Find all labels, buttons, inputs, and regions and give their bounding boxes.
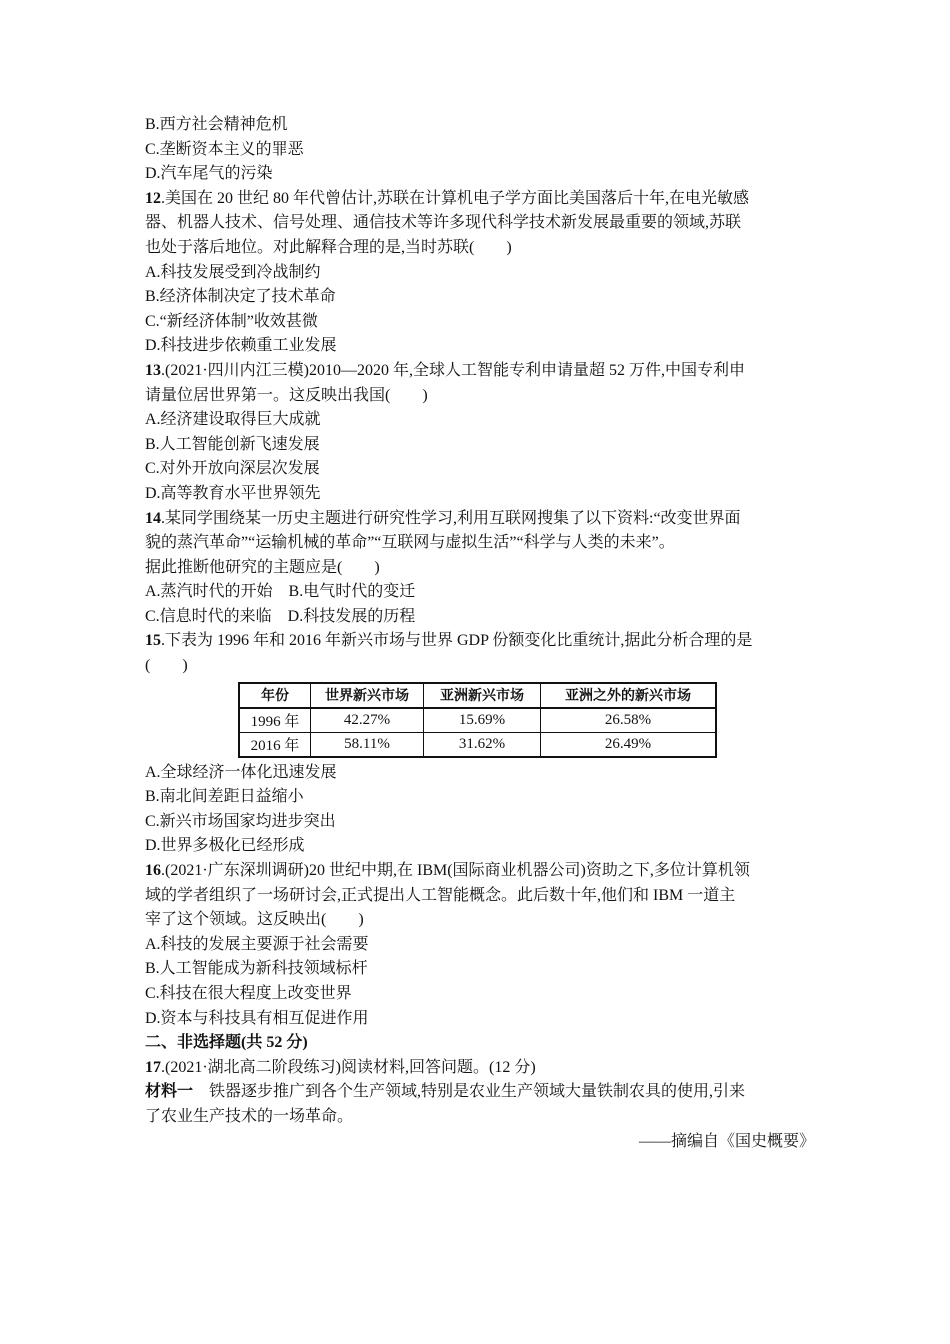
q13-stem-line2: 请量位居世界第一。这反映出我国( ): [145, 386, 428, 404]
q17-text-line1: .(2021·湖北高二阶段练习)阅读材料,回答问题。(12 分): [161, 1058, 536, 1076]
q16-option-c: C.科技在很大程度上改变世界: [145, 985, 352, 1002]
q15-option-c: C.新兴市场国家均进步突出: [145, 812, 336, 830]
q14-stem-line3: 据此推断他研究的主题应是( ): [145, 558, 380, 576]
q15-option-a: A.全球经济一体化迅速发展: [145, 763, 337, 781]
q16-option-b: B.人工智能成为新科技领域标杆: [145, 960, 368, 978]
table-cell: 58.11%: [311, 732, 424, 757]
q16-text-line1: .(2021·广东深圳调研)20 世纪中期,在 IBM(国际商业机器公司)资助之下,多位计算机领: [161, 862, 750, 880]
q17-source: ——摘编自《国史概要》: [638, 1132, 815, 1150]
q17-stem-line1: [145, 1056, 815, 1081]
table-header-row: [239, 683, 716, 708]
material1-text-line1: 铁器逐步推广到各个生产领域,特别是农业生产领域大量铁制农具的使用,引来: [193, 1083, 746, 1101]
q13-option-b: B.人工智能创新飞速发展: [145, 435, 320, 453]
q14-stem-line2: 貌的蒸汽革命”“运输机械的革命”“互联网与虚拟生活”“科学与人类的未来”。: [145, 534, 675, 552]
q13-option-d: D.高等教育水平世界领先: [145, 484, 321, 502]
table-cell: 42.27%: [311, 708, 424, 733]
q13-number: 13: [145, 361, 161, 379]
table-header-asia: 亚洲新兴市场: [424, 683, 541, 708]
table-header-year: 年份: [239, 683, 311, 708]
q12-number: 12: [145, 189, 161, 207]
table-cell: 26.58%: [541, 708, 717, 733]
q16-stem-line1: [145, 859, 815, 884]
q16-number: 16: [145, 862, 161, 880]
table-cell: 26.49%: [541, 732, 717, 757]
q12-stem-line2: 器、机器人技术、信号处理、通信技术等许多现代科学技术新发展最重要的领域,苏联: [145, 214, 742, 232]
q13-option-c: C.对外开放向深层次发展: [145, 460, 320, 478]
q14-options-cd: C.信息时代的来临 D.科技发展的历程: [145, 607, 416, 625]
table-cell: 15.69%: [424, 708, 541, 733]
q16-option-d: D.资本与科技具有相互促进作用: [145, 1009, 369, 1027]
q12-text-line1: .美国在 20 世纪 80 年代曾估计,苏联在计算机电子学方面比美国落后十年,在电光敏感: [161, 189, 750, 207]
q16-option-a: A.科技的发展主要源于社会需要: [145, 935, 369, 953]
q15-stem-line1: [145, 629, 815, 654]
table-row: [239, 732, 716, 757]
q12-option-a: A.科技发展受到冷战制约: [145, 263, 321, 281]
q14-options-ab: A.蒸汽时代的开始 B.电气时代的变迁: [145, 583, 416, 601]
q11-option-b: B.西方社会精神危机: [145, 116, 288, 133]
q12-option-c: C.“新经济体制”收效甚微: [145, 312, 318, 330]
q16-stem-line3: 宰了这个领域。这反映出( ): [145, 911, 364, 929]
table-cell: 2016 年: [239, 732, 311, 757]
table-cell: 31.62%: [424, 732, 541, 757]
q16-stem-line2: 域的学者组织了一场研讨会,正式提出人工智能概念。此后数十年,他们和 IBM 一道主: [145, 886, 736, 904]
q11-option-c: C.垄断资本主义的罪恶: [145, 140, 304, 158]
q13-text-line1: .(2021·四川内江三模)2010—2020 年,全球人工智能专利申请量超 52 万件,中国专利申: [161, 361, 745, 379]
q12-stem-line1: [145, 187, 815, 212]
table-header-world: 世界新兴市场: [311, 683, 424, 708]
q14-text-line1: .某同学围绕某一历史主题进行研究性学习,利用互联网搜集了以下资料:“改变世界面: [161, 509, 741, 527]
table-row: [239, 708, 716, 733]
exam-page: [145, 113, 815, 1154]
section-two-title: 二、非选择题(共 52 分): [145, 1034, 308, 1052]
q13-option-a: A.经济建设取得巨大成就: [145, 411, 321, 429]
q17-material1-line1: [145, 1080, 815, 1105]
q11-option-d: D.汽车尾气的污染: [145, 165, 273, 183]
q12-option-b: B.经济体制决定了技术革命: [145, 288, 336, 306]
q17-material1-line2: 了农业生产技术的一场革命。: [145, 1107, 354, 1125]
table-cell: 1996 年: [239, 708, 311, 733]
material1-label: 材料一: [145, 1083, 194, 1101]
q17-number: 17: [145, 1058, 161, 1076]
table-header-non-asia: 亚洲之外的新兴市场: [541, 683, 717, 708]
q13-stem-line1: [145, 359, 815, 384]
gdp-share-table: [238, 682, 717, 758]
q15-number: 15: [145, 632, 161, 650]
q15-text-line1: .下表为 1996 年和 2016 年新兴市场与世界 GDP 份额变化比重统计,据此分析合理的是: [161, 632, 753, 650]
q15-stem-line2: ( ): [145, 657, 188, 675]
q14-stem-line1: [145, 507, 815, 532]
q12-option-d: D.科技进步依赖重工业发展: [145, 337, 337, 355]
q15-option-d: D.世界多极化已经形成: [145, 837, 305, 855]
q15-option-b: B.南北间差距日益缩小: [145, 788, 304, 806]
q12-stem-line3: 也处于落后地位。对此解释合理的是,当时苏联( ): [145, 238, 512, 256]
q14-number: 14: [145, 509, 161, 527]
